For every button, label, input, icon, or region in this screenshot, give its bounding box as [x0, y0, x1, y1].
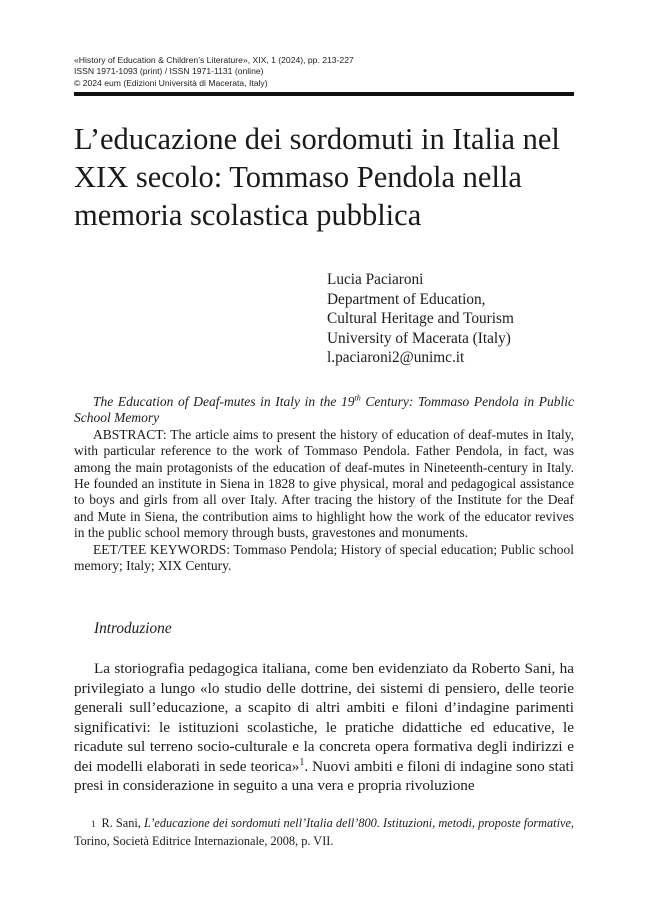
- english-title-superscript: th: [354, 393, 361, 403]
- author-university: University of Macerata (Italy): [327, 329, 511, 347]
- journal-citation-line: «History of Education & Children’s Literature», XIX, 1 (2024), pp. 213-227: [74, 55, 354, 65]
- title-line: memoria scolastica pubblica: [74, 198, 422, 232]
- header-rule: [74, 92, 574, 96]
- author-block: [327, 270, 514, 368]
- journal-header: [74, 55, 574, 89]
- author-email[interactable]: l.paciaroni2@unimc.it: [327, 349, 465, 367]
- author-name: Lucia Paciaroni: [327, 271, 424, 288]
- footnote: [74, 815, 574, 849]
- footnote-author: R. Sani,: [101, 816, 144, 830]
- abstract-text: ABSTRACT: The article aims to present the history of education of deaf-mutes in Italy, with particular reference to the work of Tommaso Pendola. Father Pendola, in fact, was among the main protagonists of the education of deaf-mutes in Nineteenth-century in Italy. He founded an institute in Siena in 1828 to give physical, moral and pedagogical assistance to boys and girls from all over Italy. After tracing the history of the Institute for the Deaf and Mute in Siena, the contribution aims to highlight how the work of the educator revives in the public school memory through busts, gravestones and monuments.: [74, 426, 574, 541]
- english-title-part: Century: Tommaso Pendola in Public School Memory: [74, 394, 574, 426]
- author-department-cont: Cultural Heritage and Tourism: [327, 310, 514, 328]
- footnote-number: 1: [91, 819, 96, 829]
- english-title-part: The Education of Deaf-mutes in Italy in the 19: [93, 394, 355, 409]
- body-paragraph: [74, 659, 574, 796]
- footnote-publication-info: , Torino, Società Editrice Internazionale, 2008, p. VII.: [74, 816, 574, 848]
- article-title: [74, 120, 594, 234]
- title-line: XIX secolo: Tommaso Pendola nella: [74, 160, 522, 194]
- body-text: [74, 659, 574, 796]
- copyright-line: © 2024 eum (Edizioni Università di Macerata, Italy): [74, 77, 268, 88]
- body-text-segment: La storiografia pedagogica italiana, come ben evidenziato da Roberto Sani, ha privilegiato a lungo «lo studio delle dottrine, dei sistemi di pensiero, delle teorie generali sull’educazione, a scapito di altri ambiti e filoni d’indagine parimenti significativi: le istituzioni scolastiche, le pratiche didattiche ed educative, le ricadute sul terreno socio-culturale e la concreta opera formativa degli indirizzi e dei modelli elaborati in sede teorica»: [74, 660, 574, 775]
- footnote-text: [74, 815, 574, 849]
- section-heading: Introduzione: [94, 620, 172, 637]
- author-department: Department of Education,: [327, 290, 486, 308]
- body-text-segment: . Nuovi ambiti e filoni di indagine sono stati presi in considerazione in seguito a una vera e propria rivoluzione: [74, 757, 574, 794]
- issn-line: ISSN 1971-1093 (print) / ISSN 1971-1131 (online): [74, 66, 264, 77]
- keywords: EET/TEE KEYWORDS: Tommaso Pendola; History of special education; Public school memory; Italy; XIX Century.: [74, 541, 574, 574]
- title-line: L’educazione dei sordomuti in Italia nel: [74, 122, 560, 156]
- footnote-reference[interactable]: 1: [299, 756, 305, 768]
- footnote-book-title: L’educazione dei sordomuti nell’Italia dell’800. Istituzioni, metodi, proposte formative: [143, 816, 571, 830]
- english-title: [74, 394, 574, 427]
- abstract-block: [74, 394, 574, 574]
